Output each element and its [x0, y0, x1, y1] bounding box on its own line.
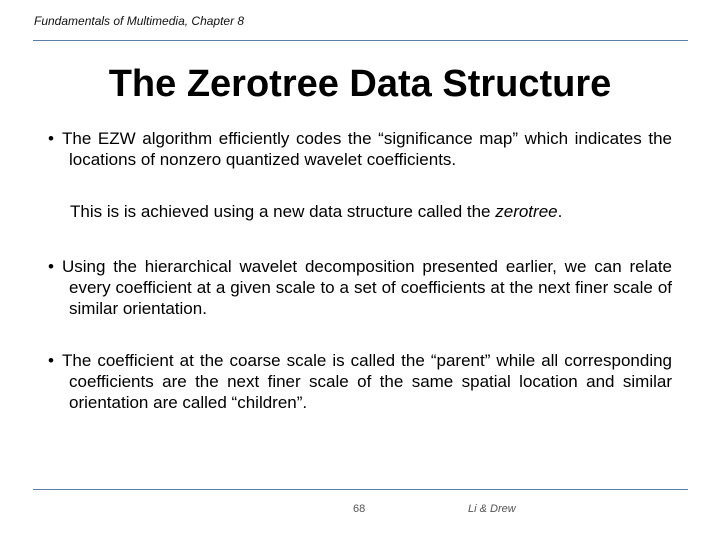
bullet-item [48, 350, 672, 413]
header-text: Fundamentals of Multimedia, Chapter 8 [34, 14, 245, 28]
bullet-marker: • [48, 129, 54, 148]
slide-title: The Zerotree Data Structure [108, 63, 612, 105]
continuation-suffix: . [557, 202, 563, 221]
bullet-item [48, 128, 672, 170]
bullet-text: The EZW algorithm efficiently codes the “significance map” which indicates the locations of nonzero quantized wavelet coefficients. [62, 129, 672, 169]
bullet-item [48, 256, 672, 319]
footer-author: Li & Drew [468, 503, 516, 515]
page-number: 68 [353, 503, 366, 515]
continuation-text: This is is achieved using a new data structure called the [70, 202, 496, 221]
bullet-text: The coefficient at the coarse scale is called the “parent” while all corresponding coefficients are the next finer scale of the same spatial location and similar orientation are called “children”. [62, 351, 672, 412]
bullet-marker: • [48, 351, 54, 370]
bullet-marker: • [48, 257, 54, 276]
header-divider [33, 40, 688, 41]
footer-divider [33, 489, 688, 490]
bullet-continuation [70, 201, 562, 222]
bullet-text: Using the hierarchical wavelet decomposition presented earlier, we can relate every coefficient at a given scale to a set of coefficients at the next finer scale of similar orientation. [62, 257, 672, 318]
emphasis-term: zerotree [495, 202, 558, 221]
